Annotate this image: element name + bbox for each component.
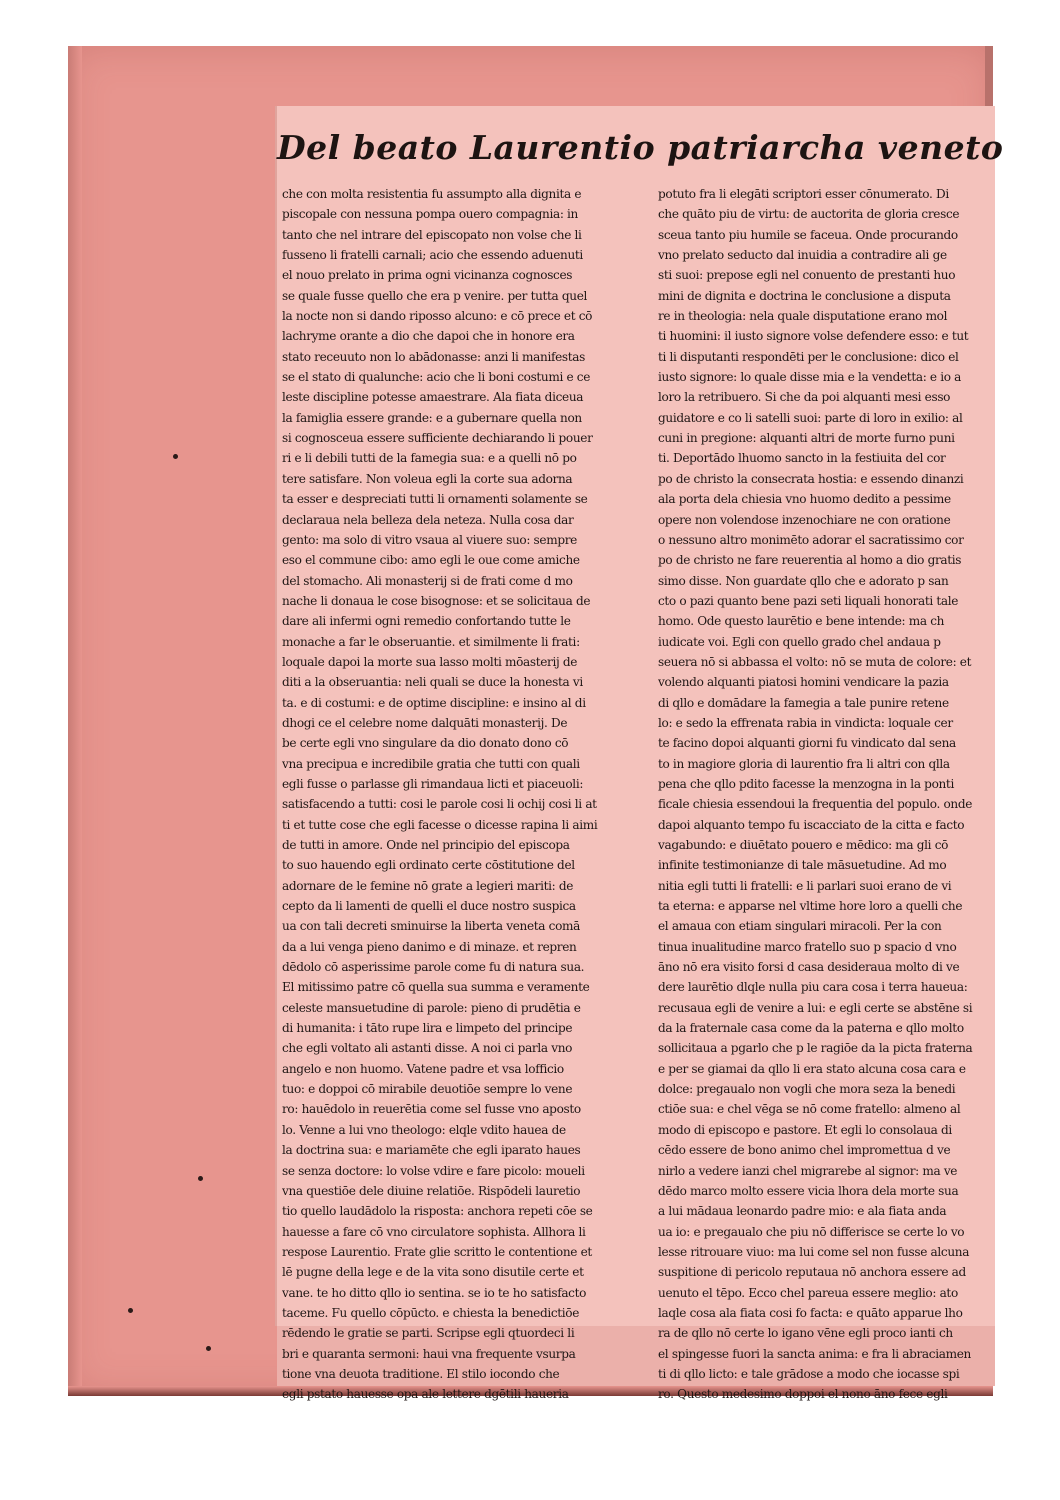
- text-line: monache a far le obseruantie. et similmente li frati:: [282, 634, 580, 649]
- text-line: egli pstato hauesse opa ale lettere dgētili haueria: [282, 1387, 569, 1402]
- text-line: loro la retribuero. Si che da poi alquanti mesi esso: [658, 390, 951, 405]
- text-column-right: [658, 184, 998, 1405]
- text-line: vna questiōe dele diuine relatiōe. Rispōdeli lauretio: [282, 1183, 581, 1198]
- text-line: el spingesse fuori la sancta anima: e fra li abraciamen: [658, 1346, 971, 1361]
- text-line: vno prelato seducto dal inuidia a contradire ali ge: [658, 248, 947, 263]
- text-line: dapoi alquanto tempo fu iscacciato de la citta e facto: [658, 817, 965, 832]
- text-line: nache li donaua le cose bisognose: et se solicitaua de: [282, 593, 591, 608]
- text-line: gento: ma solo di vitro vsaua al viuere suo: sempre: [282, 532, 577, 547]
- text-line: taceme. Fu quello cōpūcto. e chiesta la benedictiōe: [282, 1305, 580, 1320]
- text-line: se senza doctore: lo volse vdire e fare picolo: moueli: [282, 1163, 585, 1178]
- text-line: ro. Questo medesimo doppoi el nono āno fece egli: [658, 1387, 948, 1402]
- text-line: tione vna deuota traditione. El stilo iocondo che: [282, 1366, 560, 1381]
- ink-speck: [206, 1346, 211, 1351]
- text-line: potuto fra li elegāti scriptori esser cōnumerato. Di: [658, 187, 949, 201]
- text-line: uenuto el tēpo. Ecco chel pareua essere meglio: ato: [658, 1285, 958, 1300]
- ink-speck: [173, 454, 178, 459]
- text-line: ta esser e despreciati tutti li ornamenti solamente se: [282, 492, 588, 507]
- text-line: se quale fusse quello che era p venire. per tutta quel: [282, 288, 588, 303]
- text-line: che egli voltato ali astanti disse. A noi ci parla vno: [282, 1041, 573, 1056]
- text-line: hauesse a fare cō vno circulatore sophista. Allhora li: [282, 1224, 586, 1239]
- text-line: ri e li debili tutti de la famegia sua: e a quelli nō po: [282, 451, 577, 466]
- text-line: tuo: e doppoi cō mirabile deuotiōe sempre lo vene: [282, 1082, 573, 1097]
- text-line: pena che qllo pdito facesse la menzogna in la ponti: [658, 776, 954, 791]
- text-line: adornare de le femine nō grate a legieri mariti: de: [282, 878, 574, 893]
- text-line: di humanita: i tāto rupe lira e limpeto del principe: [282, 1021, 573, 1036]
- text-line: del stomacho. Ali monasterij si de frati come d mo: [282, 573, 573, 588]
- text-line: la famiglia essere grande: e a gubernare quella non: [282, 410, 582, 425]
- text-line: ra de qllo nō certe lo igano vēne egli proco ianti ch: [658, 1326, 953, 1341]
- text-line: ala porta dela chiesia vno huomo dedito a pessime: [658, 492, 951, 507]
- text-line: da la fraternale casa come da la paterna e qllo molto: [658, 1021, 964, 1036]
- text-line: cēdo essere de bono animo chel impromettua d ve: [658, 1143, 951, 1158]
- text-line: vane. te ho ditto qllo io sentina. se io te ho satisfacto: [282, 1285, 587, 1300]
- text-line: a lui mādaua leonardo padre mio: e ala fiata anda: [658, 1204, 947, 1219]
- printed-leaf: [275, 106, 1004, 1402]
- text-line: to in magiore gloria di laurentio fra li altri con qlla: [658, 756, 950, 771]
- text-line: dare ali infermi ogni remedio confortando tutte le: [282, 614, 571, 629]
- text-line: el nouo prelato in prima ogni vicinanza cognosces: [282, 268, 573, 283]
- text-line: iudicate voi. Egli con quello grado chel andaua p: [658, 634, 941, 649]
- text-line: guidatore e co li satelli suoi: parte di loro in exilio: al: [658, 410, 963, 425]
- text-line: po de christo ne fare reuerentia al homo a dio gratis: [658, 553, 962, 568]
- text-line: po de christo la consecrata hostia: e essendo dinanzi: [658, 471, 964, 486]
- text-line: di qllo e domādare la famegia a tale punire retene: [658, 695, 949, 710]
- ink-speck: [128, 1308, 133, 1313]
- text-line: ficale chiesia essendoui la frequentia del populo. onde: [658, 797, 973, 812]
- text-line: be certe egli vno singulare da dio donato dono cō: [282, 736, 569, 751]
- text-line: sti suoi: prepose egli nel conuento de prestanti huo: [658, 268, 956, 283]
- text-line: ctiōe sua: e chel vēga se nō come fratello: almeno al: [658, 1102, 961, 1117]
- ink-speck: [198, 1176, 203, 1181]
- text-line: si cognosceua essere sufficiente dechiarando li pouer: [282, 431, 593, 446]
- text-line: tanto che nel intrare del episcopato non volse che li: [282, 227, 582, 242]
- text-line: to suo hauendo egli ordinato certe cōstitutione del: [282, 858, 575, 873]
- text-line: El mitissimo patre cō quella sua summa e veramente: [282, 980, 590, 995]
- text-line: ti huomini: il iusto signore volse defendere esso: e tut: [658, 329, 969, 344]
- text-line: laqle cosa ala fiata cosi fo facta: e quāto apparue lho: [658, 1305, 963, 1320]
- text-line: simo disse. Non guardate qllo che e adorato p san: [658, 573, 949, 588]
- text-line: o nessuno altro monimēto adorar el sacratissimo cor: [658, 532, 964, 547]
- text-line: modo di episcopo e pastore. Et egli lo consolaua di: [658, 1122, 952, 1137]
- text-line: loquale dapoi la morte sua lasso molti mōasterij de: [282, 654, 578, 669]
- text-line: se el stato di qualunche: acio che li boni costumi e ce: [282, 370, 591, 385]
- text-line: cto o pazi quanto bene pazi seti liquali honorati tale: [658, 593, 959, 608]
- text-line: dere laurētio dlqle nulla piu cara cosa i terra haueua:: [658, 980, 968, 995]
- text-line: nitia egli tutti li fratelli: e li parlari suoi erano de vi: [658, 878, 952, 893]
- text-line: lesse ritrouare viuo: ma lui come sel non fusse alcuna: [658, 1244, 970, 1259]
- text-line: rēdendo le gratie se parti. Scripse egli qtuordeci li: [282, 1326, 575, 1341]
- text-line: ta eterna: e apparse nel vltime hore loro a quelli che: [658, 899, 963, 914]
- text-line: te facino dopoi alquanti giorni fu vindicato dal sena: [658, 736, 956, 751]
- text-line: sollicitaua a pgarlo che p le ragiōe da la picta fraterna: [658, 1041, 973, 1056]
- text-line: celeste mansuetudine di parole: pieno di prudētia e: [282, 1000, 581, 1015]
- text-line: che quāto piu de virtu: de auctorita de gloria cresce: [658, 207, 960, 222]
- text-line: el amaua con etiam singulari miracoli. Per la con: [658, 919, 942, 934]
- text-line: declaraua nela belleza dela neteza. Nulla cosa dar: [282, 512, 574, 527]
- text-line: cuni in pregione: alquanti altri de morte furno puni: [658, 431, 955, 446]
- text-line: leste disciplinе potesse amaestrare. Ala fiata diceua: [282, 390, 584, 405]
- text-line: dēdo marco molto essere vicia lhora dela morte sua: [658, 1183, 959, 1198]
- text-line: lo: e sedo la effrenata rabia in vindicta: loquale cer: [658, 715, 953, 730]
- text-line: ti et tutte cose che egli facesse o dicesse rapina li aimi: [282, 817, 598, 832]
- scanned-page-background: [68, 46, 1004, 1402]
- text-line: fusseno li fratelli carnali; acio che essendo aduenuti: [282, 248, 583, 263]
- text-line: da a lui venga pieno danimo e di minaze. et repren: [282, 939, 577, 954]
- text-line: piscopale con nessuna pompa ouero compagnia: in: [282, 207, 578, 222]
- text-line: egli fusse o parlasse gli rimandaua licti et piaceuoli:: [282, 776, 584, 791]
- text-line: tinua inualitudine marco fratello suo p spacio d vno: [658, 939, 957, 954]
- text-line: cepto da li lamenti de quelli el duce nostro suspica: [282, 899, 576, 914]
- text-line: ti di qllo licto: e tale grādose a modo che iocasse spi: [658, 1366, 960, 1381]
- text-line: ua con tali decreti sminuirse la liberta veneta comā: [282, 919, 580, 934]
- text-line: eso el commune cibo: amo egli le oue come amiche: [282, 553, 580, 568]
- text-line: dēdolo cō asperissime parole come fu di natura sua.: [282, 960, 585, 975]
- text-line: de tutti in amore. Onde nel principio del episcopa: [282, 838, 570, 852]
- text-line: dolce: pregaualo non vogli che mora seza la benedi: [658, 1082, 956, 1097]
- text-line: satisfacendo a tutti: cosi le parole cosi li ochij cosi li at: [282, 797, 597, 812]
- text-line: la nocte non si dando riposso alcuno: e cō prece et cō: [282, 309, 593, 324]
- text-line: stato receuuto non lo abādonasse: anzi li manifestas: [282, 349, 585, 364]
- text-line: nirlo a vedere ianzi chel migrarebe al signor: ma ve: [658, 1163, 958, 1178]
- text-line: che con molta resistentia fu assumpto alla dignita e: [282, 187, 582, 201]
- scan-left-edge: [68, 46, 82, 1396]
- text-line: infinite testimonianze di tale māsuetudine. Ad mo: [658, 858, 947, 873]
- text-line: iusto signore: lo quale disse mia e la vendetta: e io a: [658, 370, 962, 385]
- text-line: diti a la obseruantia: neli quali se duce la honesta vi: [282, 675, 583, 690]
- text-line: ta. e di costumi: e de optime discipline: e insino al di: [282, 695, 586, 710]
- text-line: opere non volendose inzenochiare ne con oratione: [658, 512, 951, 527]
- text-line: re in theologia: nela quale disputatione erano mol: [658, 309, 948, 324]
- text-line: e per se giamai da qllo li era stato alcuna cosa cara e: [658, 1061, 966, 1076]
- text-line: tere satisfare. Non voleua egli la corte sua adorna: [282, 471, 573, 486]
- text-line: recusaua egli de venire a lui: e egli certe se abstēne si: [658, 1000, 973, 1015]
- text-line: bri e quaranta sermoni: haui vna frequente vsurpa: [282, 1346, 576, 1361]
- text-line: suspitione di pericolo reputaua nō anchora essere ad: [658, 1265, 966, 1280]
- text-line: vna precipua e incredibile gratia che tutti con quali: [282, 756, 580, 771]
- text-line: lo. Venne a lui vno theologo: elqle vdito hauea de: [282, 1122, 566, 1137]
- text-line: mini de dignita e doctrina le conclusione a disputa: [658, 288, 951, 303]
- text-line: seuera nō si abbassa el volto: nō se muta de colore: et: [658, 654, 972, 669]
- text-line: dhogi ce el celebre nome dalquāti monasterij. De: [282, 715, 568, 730]
- text-line: angelo e non huomo. Vatene padre et vsa lofficio: [282, 1061, 564, 1076]
- text-line: homo. Ode questo laurētio e bene intende: ma ch: [658, 614, 945, 629]
- page-title: Del beato Laurentio patriarcha veneto: [277, 128, 1004, 167]
- text-line: ti li disputanti respondēti per le conclusione: dico el: [658, 349, 959, 364]
- text-line: respose Laurentio. Frate glie scritto le contentione et: [282, 1244, 592, 1259]
- text-line: lachryme orante a dio che dapoi che in honore era: [282, 329, 575, 344]
- text-line: lē pugne della lege e de la vita sono disutile certe et: [282, 1265, 584, 1280]
- text-line: la doctrina sua: e mariamēte che egli iparato haues: [282, 1143, 581, 1158]
- text-line: ua io: e pregaualo che piu nō differisce se certe lo vo: [658, 1224, 965, 1239]
- text-line: ti. Deportādo lhuomo sancto in la festiuita del cor: [658, 451, 946, 466]
- text-line: tio quello laudādolo la risposta: anchora repeti cōe se: [282, 1204, 593, 1219]
- text-line: ro: hauēdolo in reuerētia come sel fusse vno aposto: [282, 1102, 581, 1117]
- text-line: āno nō era visito forsi d casa desideraua molto di ve: [658, 960, 960, 975]
- text-line: vagabundo: e diuētato pouero e mēdico: ma gli cō: [658, 838, 949, 852]
- text-line: sceua tanto piu humile se faceua. Onde procurando: [658, 227, 958, 242]
- text-line: volendo alquanti piatosi homini vendicare la pazia: [658, 675, 949, 690]
- text-column-left: [282, 184, 614, 1405]
